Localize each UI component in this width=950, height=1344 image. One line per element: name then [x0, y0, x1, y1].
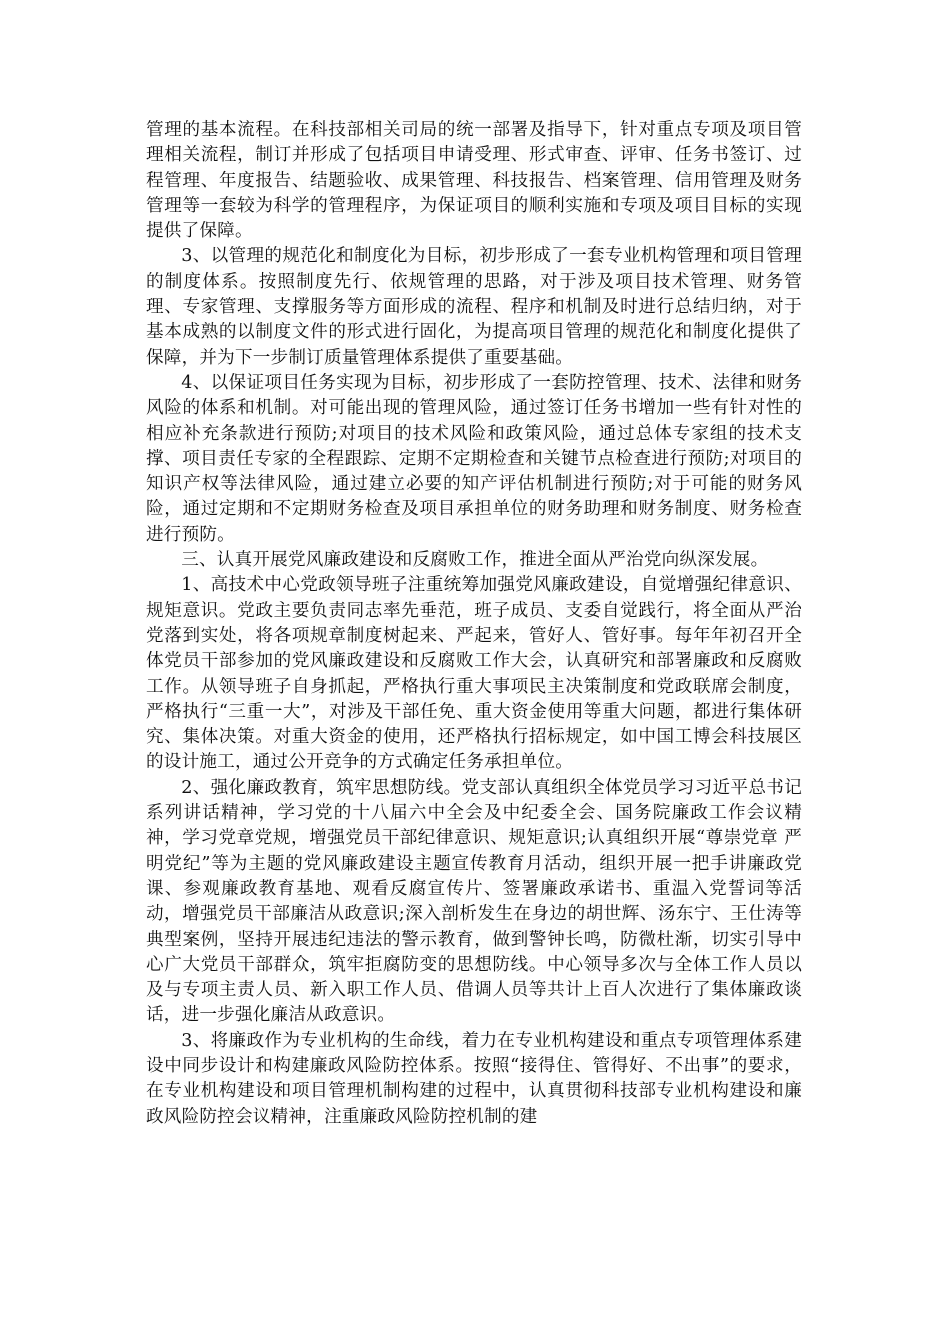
document-body	[146, 118, 802, 1130]
paragraph-5: 2、强化廉政教育，筑牢思想防线。党支部认真组织全体党员学习习近平总书记系列讲话精神，学习党的十八届六中全会及中纪委全会、国务院廉政工作会议精神，学习党章党规，增强党员干部纪律意识、规矩意识;认真组织开展“尊崇党章 严明党纪”等为主题的党风廉政建设主题宣传教育月活动，组织开展一把手讲廉政党课、参观廉政教育基地、观看反腐宣传片、签署廉政承诺书、重温入党誓词等活动，增强党员干部廉洁从政意识;深入剖析发生在身边的胡世辉、汤东宁、王仕涛等典型案例，坚持开展违纪违法的警示教育，做到警钟长鸣，防微杜渐，切实引导中心广大党员干部群众，筑牢拒腐防变的思想防线。中心领导多次与全体工作人员以及与专项主责人员、新入职工作人员、借调人员等共计上百人次进行了集体廉政谈话，进一步强化廉洁从政意识。	[146, 777, 802, 1026]
paragraph-1: 管理的基本流程。在科技部相关司局的统一部署及指导下，针对重点专项及项目管理相关流程，制订并形成了包括项目申请受理、形式审查、评审、任务书签订、过程管理、年度报告、结题验收、成果管理、科技报告、档案管理、信用管理及财务管理等一套较为科学的管理程序，为保证项目的顺利实施和专项及项目目标的实现提供了保障。	[146, 120, 802, 242]
paragraph-3: 4、以保证项目任务实现为目标，初步形成了一套防控管理、技术、法律和财务风险的体系和机制。对可能出现的管理风险，通过签订任务书增加一些有针对性的相应补充条款进行预防;对项目的技术风险和政策风险，通过总体专家组的技术支撑、项目责任专家的全程跟踪、定期不定期检查和关键节点检查进行预防;对项目的知识产权等法律风险，通过建立必要的知产评估机制进行预防;对于可能的财务风险，通过定期和不定期财务检查及项目承担单位的财务助理和财务制度、财务检查进行预防。	[146, 372, 802, 545]
paragraph-6: 3、将廉政作为专业机构的生命线，着力在专业机构建设和重点专项管理体系建设中同步设计和构建廉政风险防控体系。按照“接得住、管得好、不出事”的要求，在专业机构建设和项目管理机制构建的过程中，认真贯彻科技部专业机构建设和廉政风险防控会议精神，注重廉政风险防控机制的建	[146, 1030, 802, 1127]
paragraph-2: 3、以管理的规范化和制度化为目标，初步形成了一套专业机构管理和项目管理的制度体系。按照制度先行、依规管理的思路，对于涉及项目技术管理、财务管理、专家管理、支撑服务等方面形成的流程、程序和机制及时进行总结归纳，对于基本成熟的以制度文件的形式进行固化，为提高项目管理的规范化和制度化提供了保障，并为下一步制订质量管理体系提供了重要基础。	[146, 246, 802, 368]
section-heading-3: 三、认真开展党风廉政建设和反腐败工作，推进全面从严治党向纵深发展。	[181, 550, 769, 571]
paragraph-4: 1、高技术中心党政领导班子注重统筹加强党风廉政建设，自觉增强纪律意识、规矩意识。党政主要负责同志率先垂范，班子成员、支委自觉践行，将全面从严治党落到实处，将各项规章制度树起来、严起来，管好人、管好事。每年年初召开全体党员干部参加的党风廉政建设和反腐败工作大会，认真研究和部署廉政和反腐败工作。从领导班子自身抓起，严格执行重大事项民主决策制度和党政联席会制度，严格执行“三重一大”，对涉及干部任免、重大资金使用等重大问题，都进行集体研究、集体决策。对重大资金的使用，还严格执行招标规定，如中国工博会科技展区的设计施工，通过公开竞争的方式确定任务承担单位。	[146, 575, 802, 773]
